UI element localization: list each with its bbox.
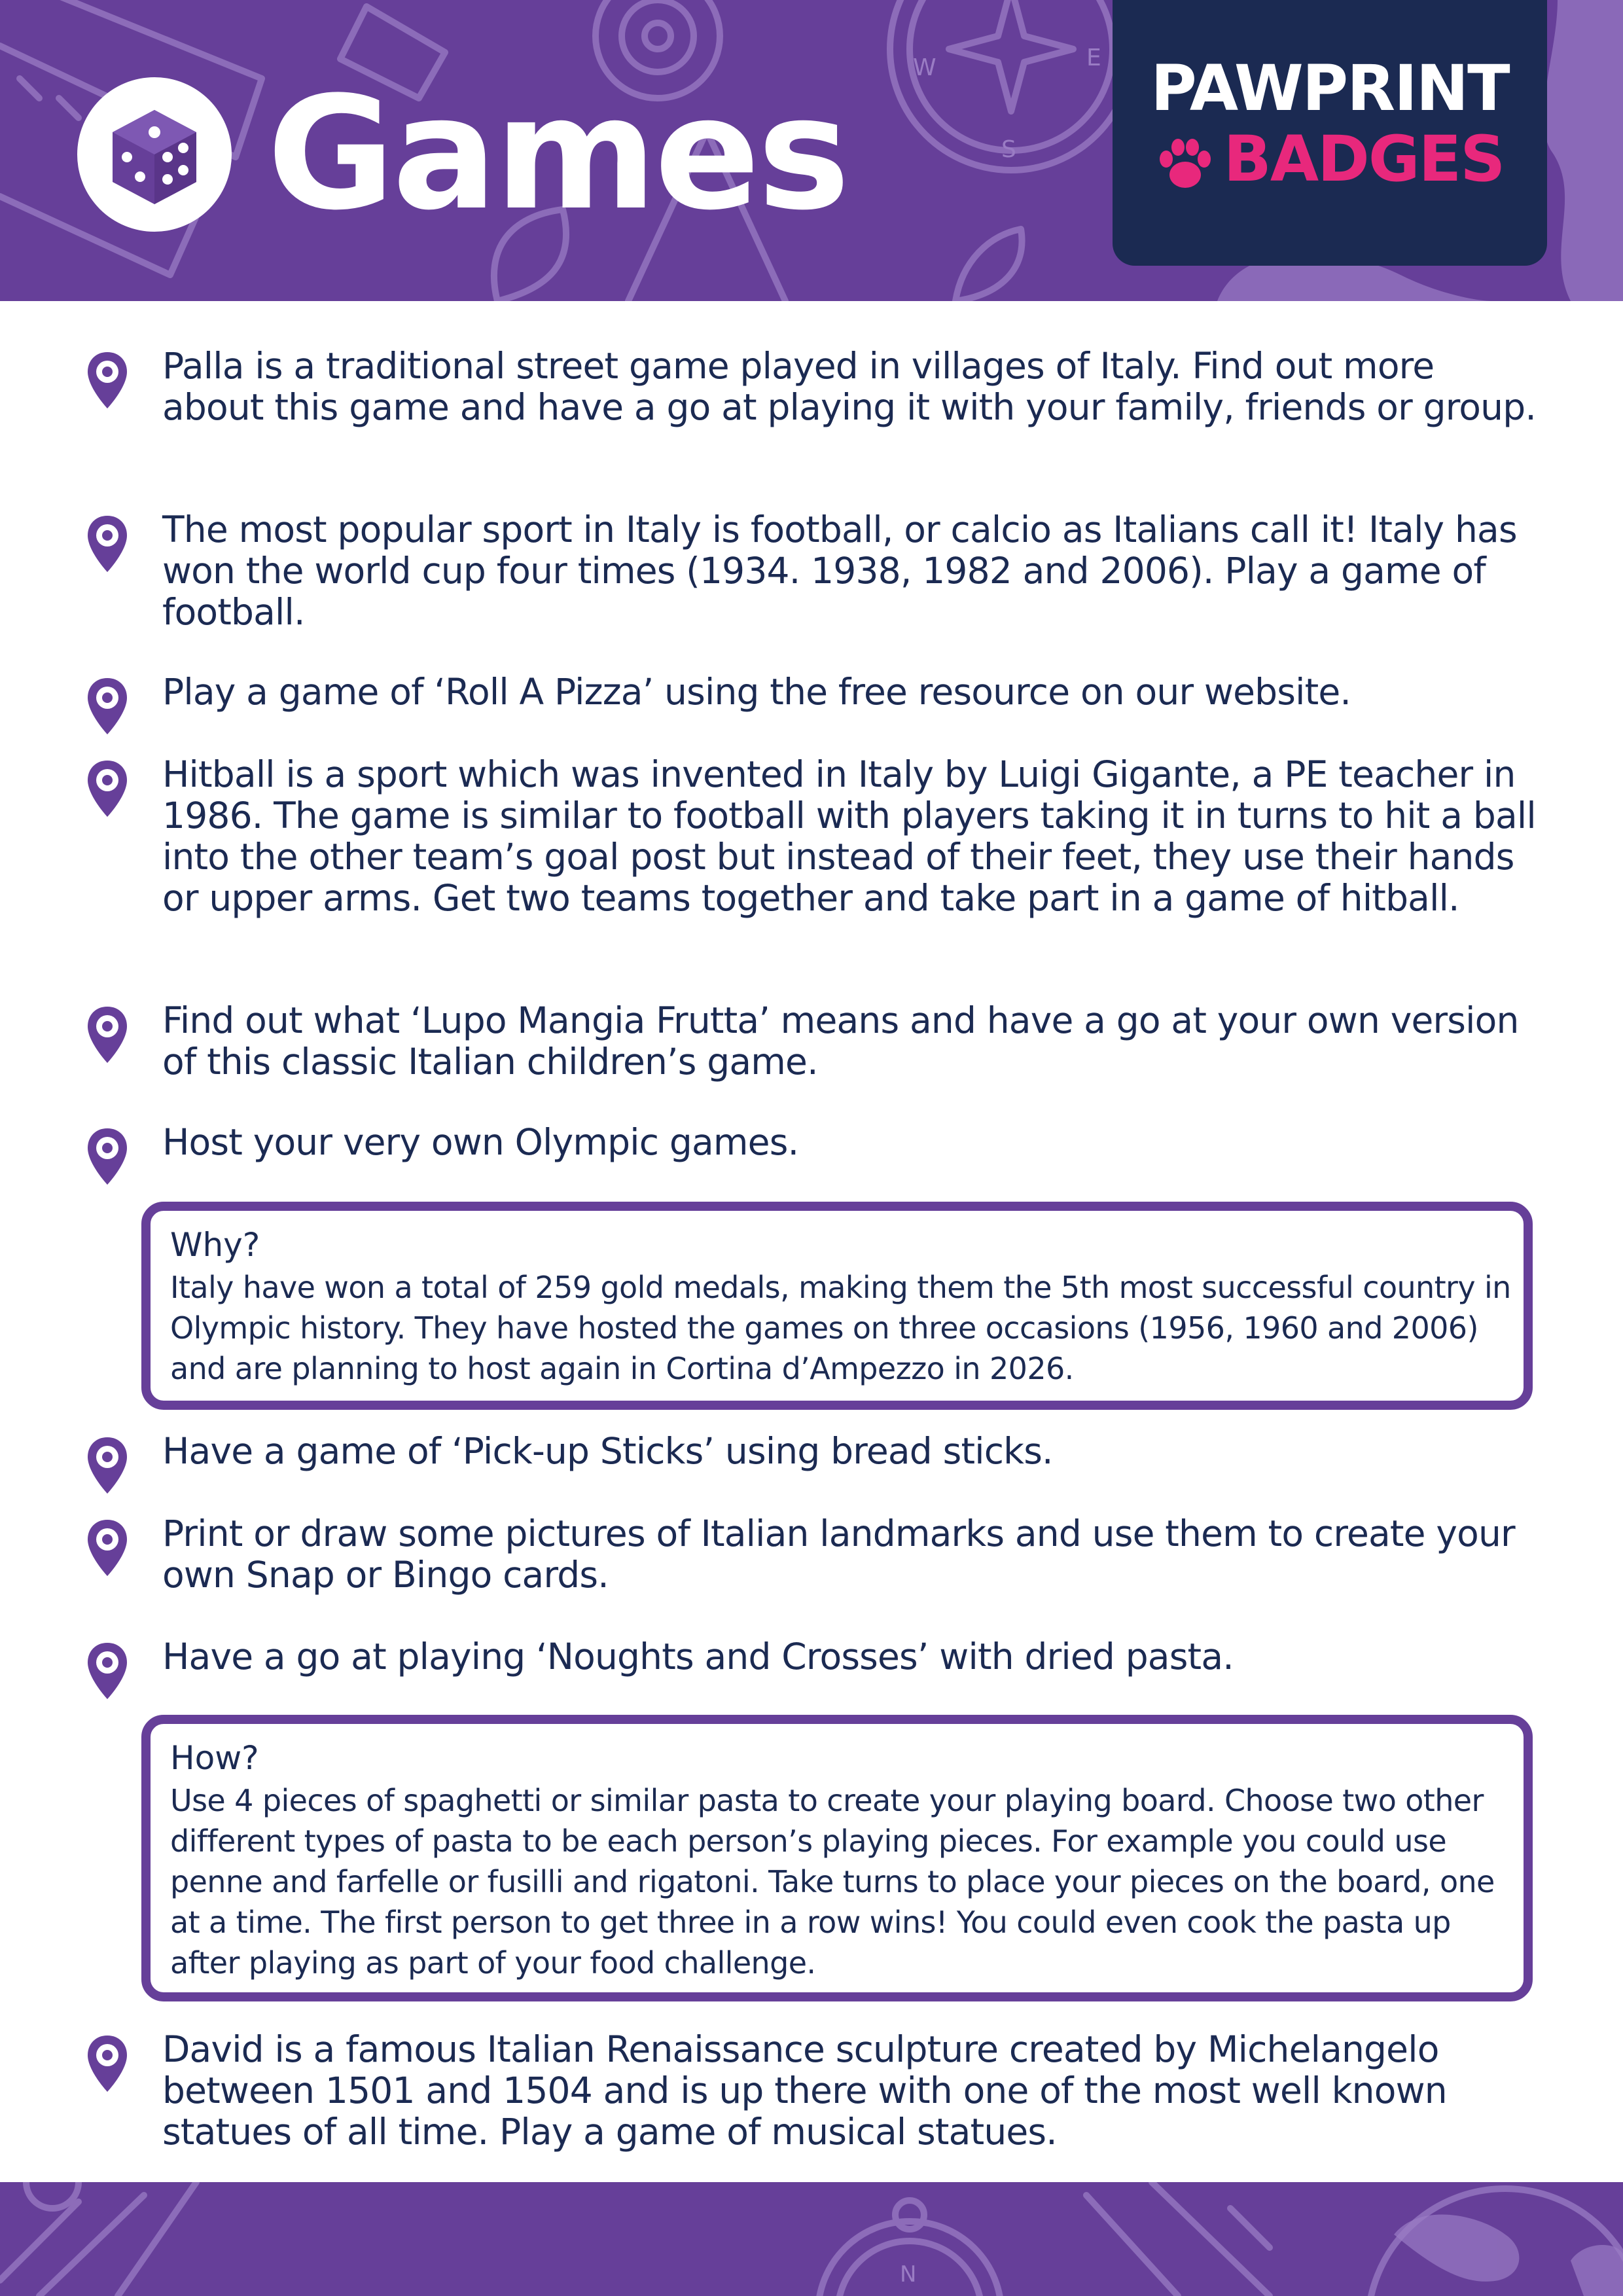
location-pin-icon (84, 758, 131, 821)
dice-icon (77, 77, 232, 232)
svg-text:W: W (913, 54, 936, 81)
dice-badge (77, 77, 232, 232)
item-text: Have a game of ‘Pick-up Sticks’ using bread sticks. (162, 1430, 1053, 1472)
location-pin-icon (84, 513, 131, 576)
footer-banner (0, 2182, 1623, 2296)
logo-line-1: PAWPRINT (1150, 52, 1509, 125)
how-heading: How? (170, 1739, 259, 1777)
how-body: Use 4 pieces of spaghetti or similar pasta to create your playing board. Choose two other different types of pasta to be each person’s playing pieces. For example you could use penne and farfelle or fusilli and rigatoni. Take turns to place your pieces on the board, one at a time. The first person to get three in a row wins! You could even cook the pasta up after playing as part of your food challenge. (170, 1783, 1495, 1981)
item-text: Find out what ‘Lupo Mangia Frutta’ means and have a go at your own version of this classic Italian children’s game. (162, 999, 1519, 1083)
why-body: Italy have won a total of 259 gold medals, making them the 5th most successful country in Olympic history. They have hosted the games on three occasions (1956, 1960 and 2006) and are planning to host again in Cortina d’Ampezzo in 2026. (170, 1270, 1511, 1386)
item-text: Hitball is a sport which was invented in Italy by Luigi Gigante, a PE teacher in 1986. The game is similar to football with players taking it in turns to hit a ball into the other team’s goal post but instead of their feet, they use their hands or upper arms. Get two teams together and take part in a game of hitball. (162, 753, 1536, 919)
svg-text:E: E (1086, 45, 1101, 71)
item-text: Palla is a traditional street game played in villages of Italy. Find out more about this game and have a go at playing it with your family, friends or group. (162, 345, 1537, 428)
location-pin-icon (84, 350, 131, 412)
page-title: Games (267, 63, 848, 245)
header-banner (0, 0, 1623, 301)
paw-icon (1156, 134, 1215, 193)
item-text: Play a game of ‘Roll A Pizza’ using the free resource on our website. (162, 671, 1351, 713)
location-pin-icon (84, 675, 131, 738)
location-pin-icon (84, 2033, 131, 2096)
location-pin-icon (84, 1640, 131, 1703)
svg-text:S: S (1001, 136, 1016, 163)
item-text: Print or draw some pictures of Italian landmarks and use them to create your own Snap or Bingo cards. (162, 1513, 1515, 1596)
location-pin-icon (84, 1517, 131, 1580)
location-pin-icon (84, 1435, 131, 1498)
why-info-box (141, 1202, 1533, 1410)
why-heading: Why? (170, 1226, 260, 1264)
svg-text:N: N (900, 2261, 917, 2287)
location-pin-icon (84, 1126, 131, 1189)
item-text: Host your very own Olympic games. (162, 1121, 799, 1163)
logo-line-2 (1113, 123, 1547, 195)
item-text: Have a go at playing ‘Noughts and Crosses’ with dried pasta. (162, 1636, 1234, 1677)
item-text: David is a famous Italian Renaissance sculpture created by Michelangelo between 1501 and 1504 and is up there with one of the most well known statues of all time. Play a game of musical statues. (162, 2028, 1447, 2153)
how-info-box (141, 1715, 1533, 2001)
footer-decoration (0, 2182, 1623, 2296)
item-text: The most popular sport in Italy is football, or calcio as Italians call it! Italy has won the world cup four times (1934. 1938, 1982 and 2006). Play a game of football. (162, 509, 1517, 633)
pawprint-badges-logo (1113, 0, 1547, 266)
location-pin-icon (84, 1004, 131, 1067)
logo-line-2-text: BADGES (1223, 122, 1505, 196)
